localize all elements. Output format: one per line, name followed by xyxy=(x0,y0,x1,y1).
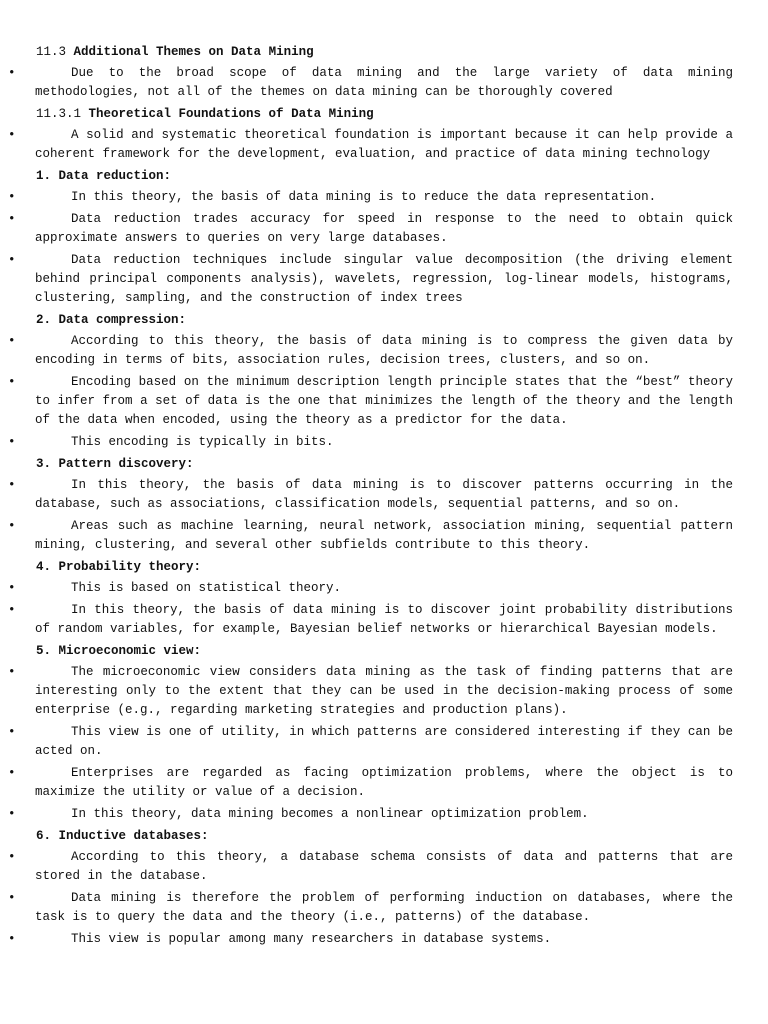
bullet-glyph: • xyxy=(8,603,16,617)
list-item xyxy=(8,476,733,514)
list-item xyxy=(8,930,733,949)
list-item-text: This encoding is typically in bits. xyxy=(71,435,334,449)
bullet-glyph: • xyxy=(8,478,16,492)
bullet-glyph: • xyxy=(8,725,16,739)
bullet-glyph: • xyxy=(8,807,16,821)
list-item xyxy=(8,251,733,308)
list-item xyxy=(8,723,733,761)
bullet-glyph: • xyxy=(8,581,16,595)
topic-heading: 1. Data reduction: xyxy=(36,169,172,183)
list-item xyxy=(8,433,733,452)
bullet-glyph: • xyxy=(8,850,16,864)
bullet-glyph: • xyxy=(8,190,16,204)
list-item-text: Data mining is therefore the problem of performing induction on databases, where the task is to query the data and the theory (i.e., patterns) of the database. xyxy=(35,891,733,924)
list-item xyxy=(8,889,733,927)
list-item xyxy=(8,579,733,598)
intro-text: Due to the broad scope of data mining and the large variety of data mining methodologies, not all of the themes on data mining can be thoroughly covered xyxy=(35,66,733,99)
list-item-text: This is based on statistical theory. xyxy=(71,581,342,595)
list-item xyxy=(8,663,733,720)
list-item-text: In this theory, data mining becomes a nonlinear optimization problem. xyxy=(71,807,589,821)
bullet-glyph: • xyxy=(8,66,16,80)
bullet-glyph: • xyxy=(8,932,16,946)
section-title: Additional Themes on Data Mining xyxy=(73,45,314,59)
list-item xyxy=(8,764,733,802)
subsection-title: Theoretical Foundations of Data Mining xyxy=(88,107,374,121)
bullet-glyph: • xyxy=(8,334,16,348)
list-item-text: According to this theory, a database schema consists of data and patterns that are stored in the database. xyxy=(35,850,733,883)
list-item xyxy=(8,517,733,555)
bullet-glyph: • xyxy=(8,519,16,533)
bullet-glyph: • xyxy=(8,253,16,267)
section-heading xyxy=(35,43,733,62)
list-item xyxy=(8,332,733,370)
section-number: 11.3 xyxy=(36,45,67,59)
bullet-glyph: • xyxy=(8,891,16,905)
list-item xyxy=(8,126,733,164)
list-item-text: Enterprises are regarded as facing optimization problems, where the object is to maximize the utility or value of a decision. xyxy=(35,766,733,799)
subsection-intro-text: A solid and systematic theoretical foundation is important because it can help provide a coherent framework for the development, evaluation, and practice of data mining technology xyxy=(35,128,733,161)
topic-heading: 2. Data compression: xyxy=(36,313,187,327)
bullet-glyph: • xyxy=(8,128,16,142)
list-item xyxy=(8,188,733,207)
list-item-text: Data reduction techniques include singular value decomposition (the driving element behind principal components analysis), wavelets, regression, log-linear models, histograms, clustering, sampling, and the construction of index trees xyxy=(35,253,733,305)
bullet-glyph: • xyxy=(8,665,16,679)
list-item xyxy=(8,64,733,102)
subsection-heading xyxy=(35,105,733,124)
list-item xyxy=(8,848,733,886)
list-item-text: In this theory, the basis of data mining is to discover joint probability distributions of random variables, for example, Bayesian belief networks or hierarchical Bayesian models. xyxy=(35,603,733,636)
list-item-text: This view is one of utility, in which patterns are considered interesting if they can be acted on. xyxy=(35,725,733,758)
list-item-text: In this theory, the basis of data mining is to discover patterns occurring in the database, such as associations, classification models, sequential patterns, and so on. xyxy=(35,478,733,511)
list-item-text: Data reduction trades accuracy for speed in response to the need to obtain quick approximate answers to queries on very large databases. xyxy=(35,212,733,245)
bullet-glyph: • xyxy=(8,766,16,780)
topic-heading: 5. Microeconomic view: xyxy=(36,644,202,658)
list-item-text: This view is popular among many researchers in database systems. xyxy=(71,932,552,946)
list-item xyxy=(8,210,733,248)
list-item xyxy=(8,373,733,430)
subsection-number: 11.3.1 xyxy=(36,107,82,121)
list-item-text: Encoding based on the minimum description length principle states that the “best” theory to infer from a set of data is the one that minimizes the length of the theory and the length of the data when encoded, using the theory as a predictor for the data. xyxy=(35,375,733,427)
list-item-text: Areas such as machine learning, neural network, association mining, sequential pattern mining, clustering, and several other subfields contribute to this theory. xyxy=(35,519,733,552)
bullet-glyph: • xyxy=(8,435,16,449)
topic-heading: 4. Probability theory: xyxy=(36,560,202,574)
bullet-glyph: • xyxy=(8,212,16,226)
list-item xyxy=(8,805,733,824)
list-item xyxy=(8,601,733,639)
topic-heading: 3. Pattern discovery: xyxy=(36,457,194,471)
list-item-text: The microeconomic view considers data mining as the task of finding patterns that are interesting only to the extent that they can be used in the decision-making process of some enterprise (e.g., regarding marketing strategies and production plans). xyxy=(35,665,733,717)
topic-heading: 6. Inductive databases: xyxy=(36,829,209,843)
list-item-text: According to this theory, the basis of data mining is to compress the given data by encoding in terms of bits, association rules, decision trees, clusters, and so on. xyxy=(35,334,733,367)
bullet-glyph: • xyxy=(8,375,16,389)
topic-list xyxy=(8,167,733,949)
list-item-text: In this theory, the basis of data mining is to reduce the data representation. xyxy=(71,190,657,204)
